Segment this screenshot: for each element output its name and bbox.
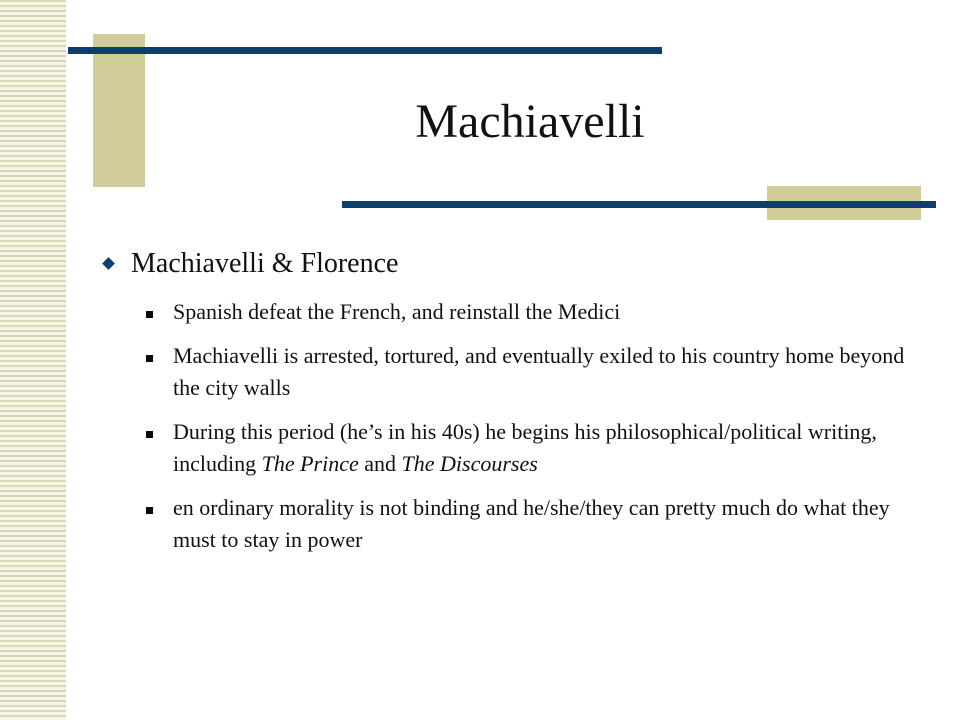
sub-bullet-1 [100,296,920,328]
square-bullet-icon [146,431,153,438]
decorative-navy-line-bottom [342,201,936,208]
sub-bullet-text-start: During this period (he’s in his 40s) he begins his philosophical/political writing, including [173,419,877,476]
square-bullet-icon [146,507,153,514]
sub-bullet-text-middle: and [358,451,402,476]
decorative-navy-line-top [68,47,662,54]
slide-title: Machiavelli [415,95,645,148]
book-title-the-prince: The Prince [261,451,359,476]
sub-bullet-text: Spanish defeat the French, and reinstall the Medici [173,299,621,324]
diamond-bullet-icon [102,257,115,270]
sub-bullet-4 [100,492,920,556]
sub-bullet-text: en ordinary morality is not binding and he/she/they can pretty much do what they must to stay in power [173,495,890,552]
square-bullet-icon [146,311,153,318]
square-bullet-icon [146,355,153,362]
heading-bullet [100,238,920,290]
sub-bullet-text: Machiavelli is arrested, tortured, and eventually exiled to his country home beyond the city walls [173,343,905,400]
slide-body [100,238,920,568]
book-title-the-discourses: The Discourses [401,451,538,476]
heading-text: Machiavelli & Florence [131,248,399,279]
sub-bullet-3 [100,416,920,480]
left-striped-border [0,0,66,720]
sub-bullet-2 [100,340,920,404]
